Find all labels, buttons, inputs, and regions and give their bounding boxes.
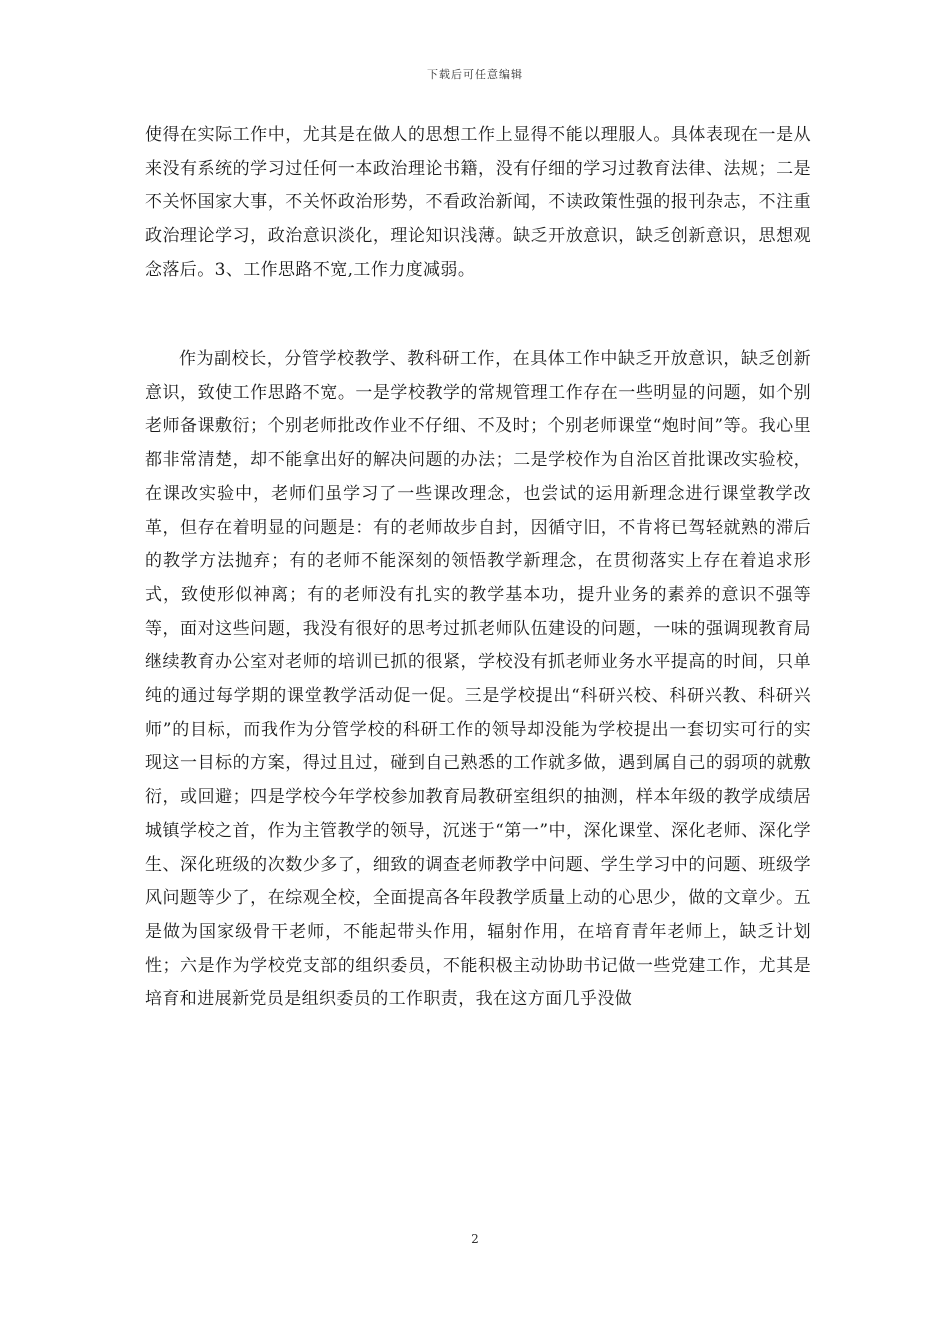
page-header: 下载后可任意编辑 <box>427 68 523 81</box>
page-number: 2 <box>471 1232 479 1246</box>
paragraph-2: 作为副校长，分管学校教学、教科研工作，在具体工作中缺乏开放意识，缺乏创新意识，致使工作思路不宽。一是学校教学的常规管理工作存在一些明显的问题，如个别老师备课敷衍；个别老师批改作业不仔细、不及时；个别老师课堂“炮时间”等。我心里都非常清楚，却不能拿出好的解决问题的办法；二是学校作为自治区首批课改实验校，在课改实验中，老师们虽学习了一些课改理念，也尝试的运用新理念进行课堂教学改革，但存在着明显的问题是：有的老师故步自封，因循守旧，不肯将已驾轻就熟的滞后的教学方法抛弃；有的老师不能深刻的领悟教学新理念，在贯彻落实上存在着追求形式，致使形似神离；有的老师没有扎实的教学基本功，提升业务的素养的意识不强等等，面对这些问题，我没有很好的思考过抓老师队伍建设的问题，一味的强调现教育局继续教育办公室对老师的培训已抓的很紧，学校没有抓老师业务水平提高的时间，只单纯的通过每学期的课堂教学活动促一促。三是学校提出“科研兴校、科研兴教、科研兴师”的目标，而我作为分管学校的科研工作的领导却没能为学校提出一套切实可行的实现这一目标的方案，得过且过，碰到自己熟悉的工作就多做，遇到属自己的弱项的就敷衍，或回避；四是学校今年学校参加教育局教研室组织的抽测，样本年级的教学成绩居城镇学校之首，作为主管教学的领导，沉迷于“第一”中，深化课堂、深化老师、深化学生、深化班级的次数少多了，细致的调查老师教学中问题、学生学习中的问题、班级学风问题等少了，在综观全校，全面提高各年段教学质量上动的心思少，做的文章少。五是做为国家级骨干老师，不能起带头作用，辐射作用，在培育青年老师上，缺乏计划性；六是作为学校党支部的组织委员，不能积极主动协助书记做一些党建工作，尤其是培育和进展新党员是组织委员的工作职责，我在这方面几乎没做 <box>145 349 811 1010</box>
paragraph-1: 使得在实际工作中，尤其是在做人的思想工作上显得不能以理服人。具体表现在一是从来没有系统的学习过任何一本政治理论书籍，没有仔细的学习过教育法律、法规；二是不关怀国家大事，不关怀政治形势，不看政治新闻，不读政策性强的报刊杂志，不注重政治理论学习，政治意识淡化，理论知识浅薄。缺乏开放意识，缺乏创新意识，思想观念落后。3、工作思路不宽,工作力度减弱。 <box>145 125 811 280</box>
